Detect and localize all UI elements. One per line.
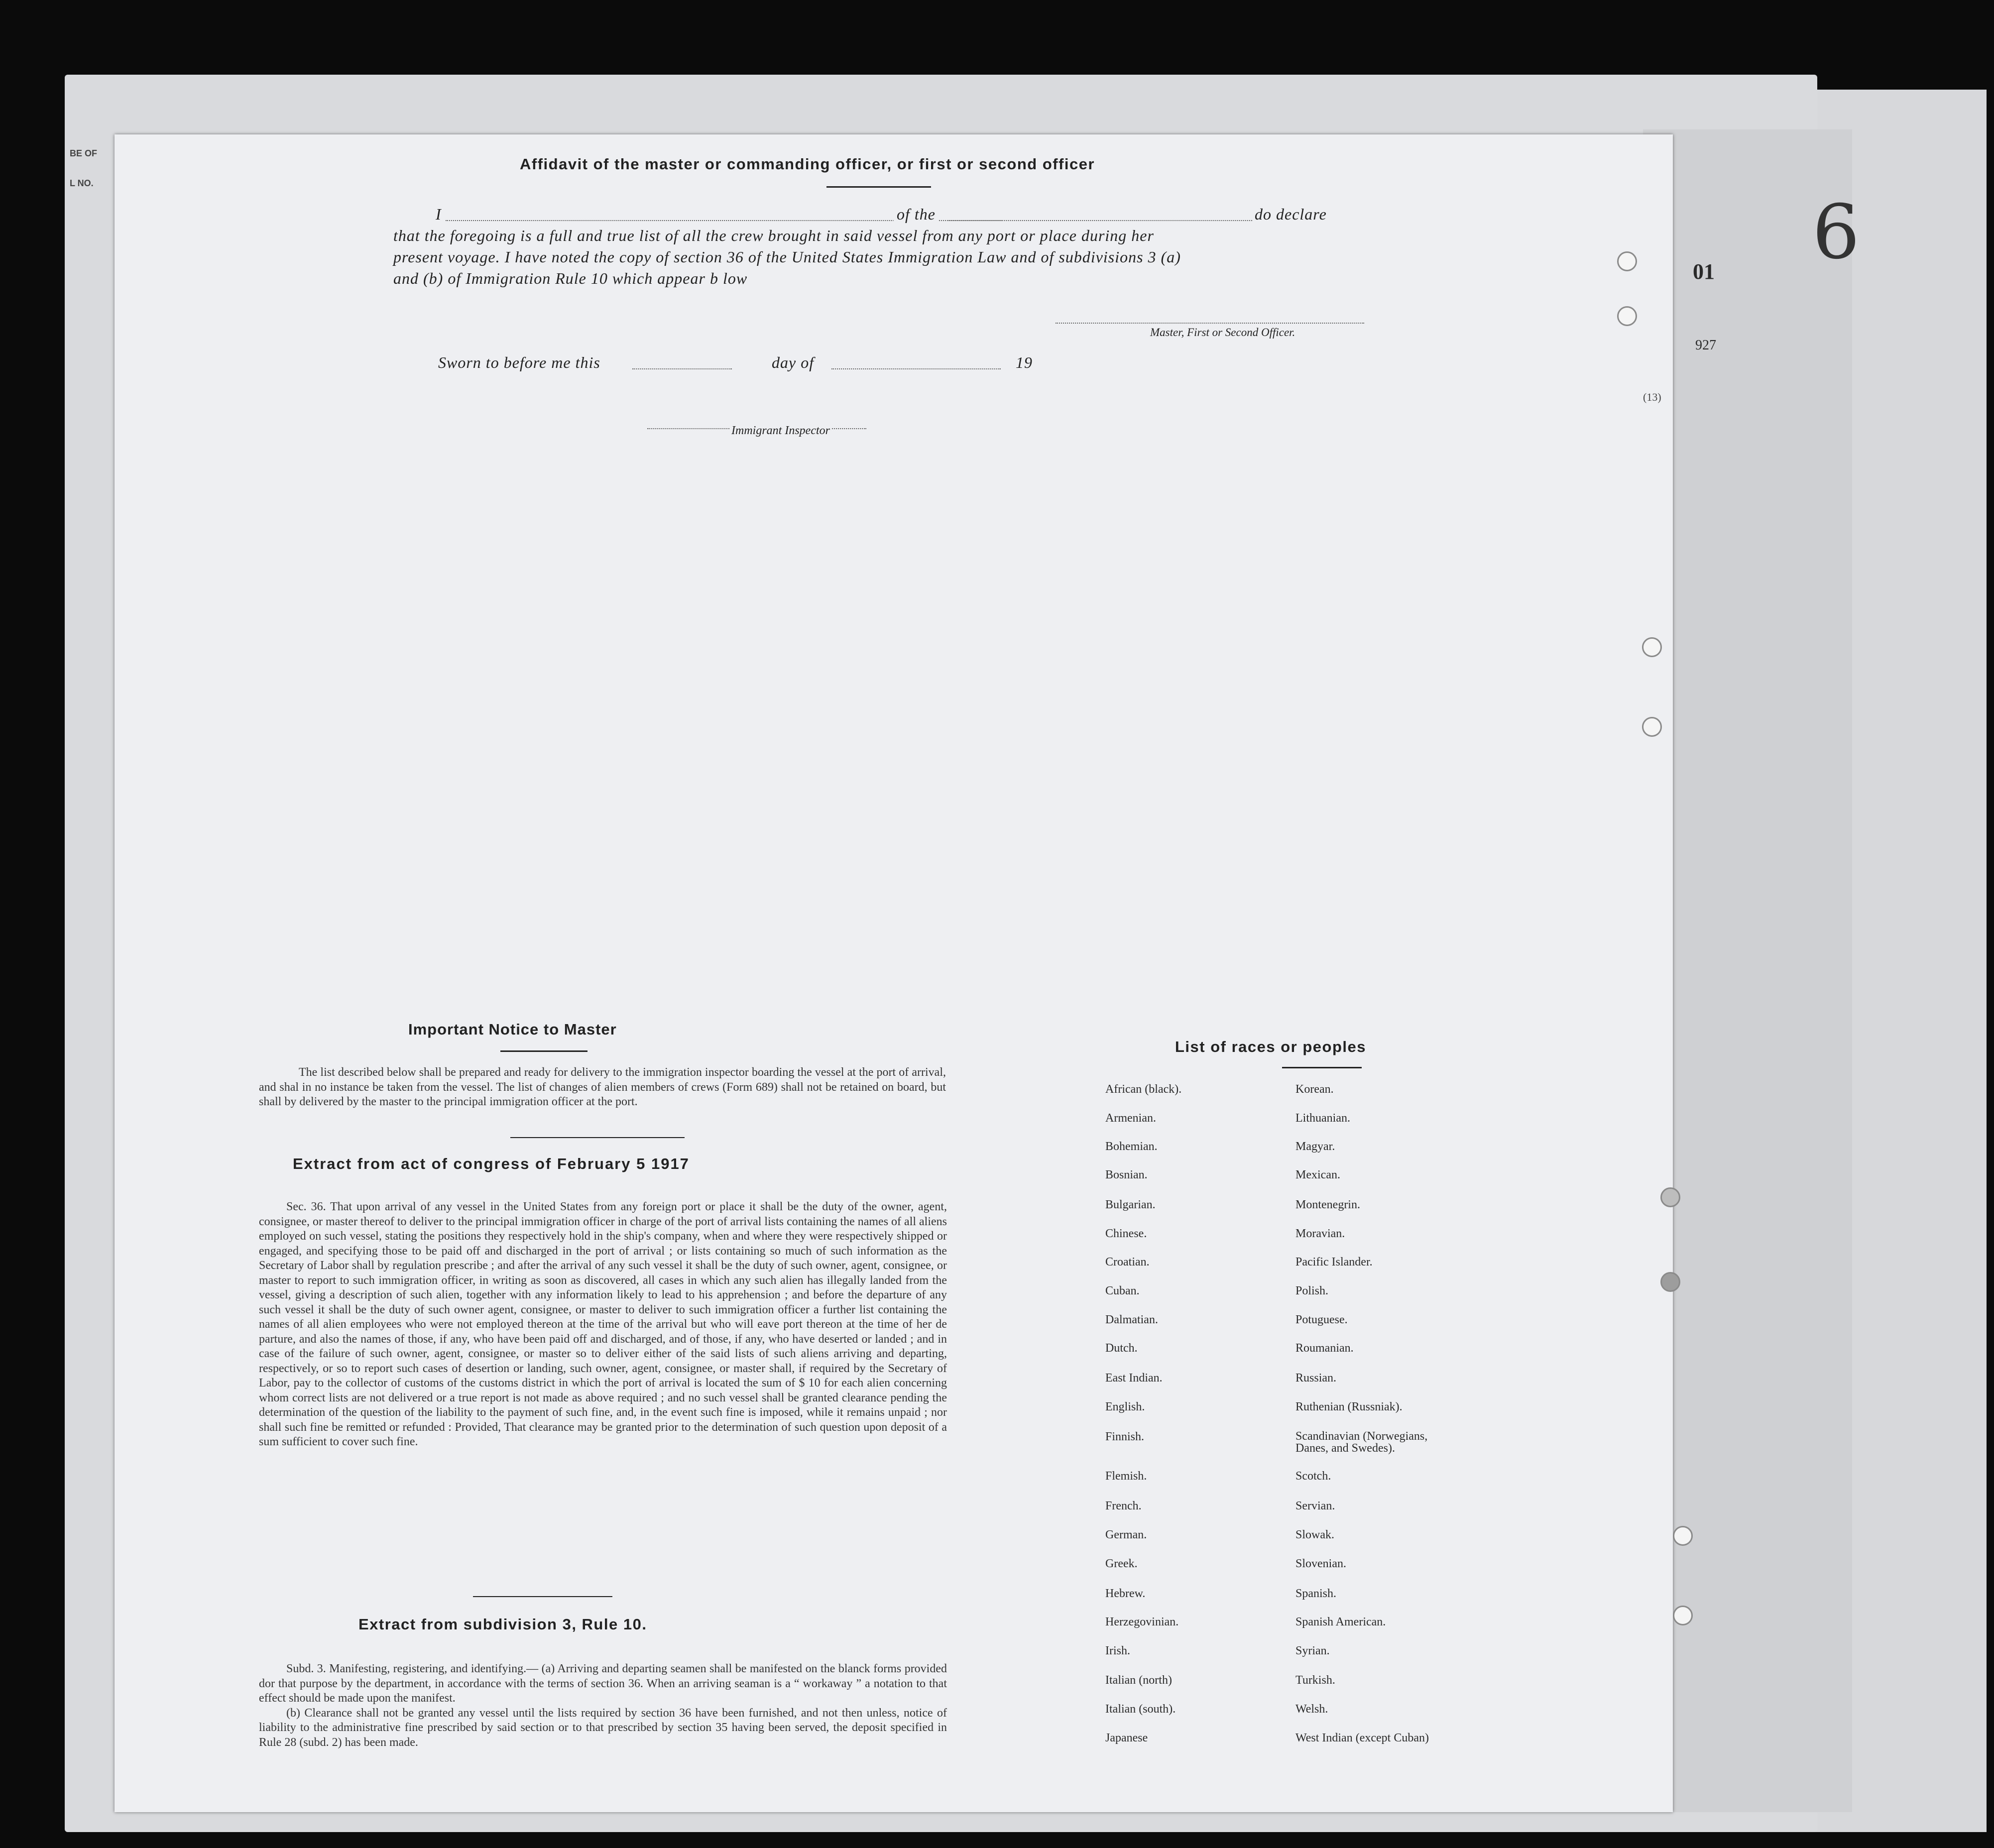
punch-hole <box>1673 1526 1693 1546</box>
extract-act-divider <box>473 1596 612 1597</box>
punch-hole <box>1617 251 1637 271</box>
punch-hole <box>1673 1606 1693 1625</box>
race-item: Dutch. <box>1105 1342 1138 1355</box>
small-mark: (13) <box>1643 391 1661 403</box>
race-item: Bulgarian. <box>1105 1198 1156 1211</box>
race-item: Spanish American. <box>1295 1616 1386 1628</box>
race-item: German. <box>1105 1528 1147 1541</box>
race-item: Slowak. <box>1295 1528 1334 1541</box>
manifest-page <box>115 134 1673 1812</box>
affidavit-declare: do declare <box>1255 205 1327 223</box>
affidavit-line-3: present voyage. I have noted the copy of section 36 of the United States Immigration Law and of subdivisions 3 (a) <box>393 248 1181 266</box>
notice-divider <box>510 1137 685 1138</box>
race-item: Magyar. <box>1295 1140 1335 1153</box>
race-item: Dalmatian. <box>1105 1313 1158 1326</box>
back-sheet-middle <box>1643 129 1852 1812</box>
extract-act-title: Extract from act of congress of February 5 1917 <box>293 1155 690 1172</box>
edge-text-top: BE OF <box>70 148 98 158</box>
race-item: Scandinavian (Norwegians, Danes, and Swedes). <box>1295 1430 1428 1455</box>
affidavit-title: Affidavit of the master or commanding officer, or first or second officer <box>520 155 1095 173</box>
punch-hole <box>1617 306 1637 326</box>
race-item: Japanese <box>1105 1732 1148 1744</box>
signature-label: Master, First or Second Officer. <box>1150 326 1295 339</box>
rule-paragraph-b: (b) Clearance shall not be granted any vessel until the lists required by section 36 have been furnished, and not then unless, notice of liability to the administrative fine prescribed by said section or to that prescribed by section 35 having been served, the deposit specified in Rule 28 (subd. 2) has been made. <box>259 1706 947 1749</box>
race-item: Croatian. <box>1105 1256 1150 1269</box>
extract-rule-text <box>259 1662 947 1750</box>
affidavit-of-the: of the <box>894 205 938 224</box>
page-number: 01 <box>1693 259 1715 284</box>
race-item: Montenegrin. <box>1295 1198 1360 1211</box>
vessel-blank <box>948 220 1252 221</box>
race-item: Moravian. <box>1295 1227 1345 1240</box>
race-item: Potuguese. <box>1295 1313 1348 1326</box>
rule-paragraph-a: Subd. 3. Manifesting, registering, and identifying.— (a) Arriving and departing seamen shall be manifested on the blanck forms provided dor that purpose by the department, in accordance with the terms of section 36. When an arriving seaman is a “ workaway ” a notation to that effect should be made upon the manifest. <box>259 1662 947 1705</box>
punch-hole <box>1660 1187 1680 1207</box>
race-item: Slovenian. <box>1295 1557 1346 1570</box>
extract-act-text: Sec. 36. That upon arrival of any vessel in the United States from any foreign port or place it shall be the duty of the owner, agent, consignee, or master thereof to deliver to the principal immigration officer in charge of the port of arrival lists containing the names of all aliens employed on such vessel, stating the positions they respectively hold in the ship's company, when and where they were respectively shipped or engaged, and specifying those to be paid off and discharged in the port of arrival ; or lists containing so much of such information as the Secretary of Labor shall by regulation prescribe ; and after the arrival of any such vessel it shall be the duty of such owner, agent, consignee, or master to report to such immigration officer, in writing as soon as discovered, all cases in which any such alien has illegally landed from the vessel, giving a description of such alien, together with any information likely to lead to his apprehension ; and before the departure of any such vessel it shall be the duty of such owner agent, consignee, or master to deliver to such immigration officer a further list containing the names of all alien employees who were not employed thereon at the time of the arrival but who will eave port thereon at the time of her de parture, and also the names of those, if any, who have been paid off and discharged, and of those, if any, who have deserted or landed ; and in case of the failure of such owner, agent, consignee, or master so to deliver either of the said lists of such aliens arriving and departing, respectively, or so to report such cases of desertion or landing, such owner, agent, consignee, or master shall, if required by the Secretary of Labor, pay to the collector of customs of the customs district in which the port of arrival is located the sum of $ 10 for each alien concerning whom correct lists are not delivered or a true report is not made as above required ; and no such vessel shall be granted clearance pending the determination of the question of the liability to the payment of such fine, and, in the event such fine is imposed, while it remains unpaid ; nor shall such fine be remitted or refunded : Provided, That clearance may be granted prior to the determination of such question upon deposit of a sum sufficient to cover such fine. <box>259 1200 947 1448</box>
race-item: French. <box>1105 1500 1142 1512</box>
race-item: Turkish. <box>1295 1674 1335 1687</box>
race-item: Greek. <box>1105 1557 1138 1570</box>
affidavit-line-2: that the foregoing is a full and true list of all the crew brought in said vessel from any port or place during her <box>393 227 1154 244</box>
race-item: East Indian. <box>1105 1372 1163 1385</box>
race-item: Roumanian. <box>1295 1342 1354 1355</box>
notice-title: Important Notice to Master <box>408 1021 617 1038</box>
sworn-year: 19 <box>1016 353 1033 371</box>
race-item: Finnish. <box>1105 1430 1145 1443</box>
race-item: Syrian. <box>1295 1644 1330 1657</box>
race-item: Polish. <box>1295 1284 1329 1297</box>
sworn-day-blank <box>632 368 732 369</box>
race-item: African (black). <box>1105 1083 1182 1096</box>
race-item: Italian (south). <box>1105 1703 1176 1716</box>
race-item: Russian. <box>1295 1372 1337 1385</box>
race-item: Mexican. <box>1295 1168 1340 1181</box>
race-item: Lithuanian. <box>1295 1112 1350 1125</box>
race-item: Bosnian. <box>1105 1168 1148 1181</box>
sworn-prefix: Sworn to before me this <box>438 353 600 371</box>
race-item: Hebrew. <box>1105 1587 1146 1600</box>
punch-hole <box>1642 637 1662 657</box>
notice-text: The list described below shall be prepared and ready for delivery to the immigration inspector boarding the vessel at the port of arrival, and shal in no instance be taken from the vessel. The list of changes of alien members of crews (Form 689) shall not be retained on board, but shall by delivered by the master to the principal immigration officer at the port. <box>259 1066 946 1108</box>
punch-hole <box>1660 1272 1680 1292</box>
year-number: 927 <box>1695 338 1716 353</box>
race-item: Ruthenian (Russniak). <box>1295 1400 1403 1413</box>
races-title: List of races or peoples <box>1175 1038 1366 1055</box>
race-item: Welsh. <box>1295 1703 1328 1716</box>
races-title-rule <box>1282 1067 1362 1068</box>
race-item: Italian (north) <box>1105 1674 1172 1687</box>
race-item: Chinese. <box>1105 1227 1147 1240</box>
affidavit-line-4: and (b) of Immigration Rule 10 which appear b low <box>393 269 748 287</box>
sworn-month-blank <box>831 368 1001 369</box>
race-item: Cuban. <box>1105 1284 1140 1297</box>
sworn-day-of: day of <box>772 353 815 371</box>
race-item: Korean. <box>1295 1083 1334 1096</box>
race-item: Spanish. <box>1295 1587 1337 1600</box>
race-item: West Indian (except Cuban) <box>1295 1732 1429 1744</box>
handwritten-number: 6 <box>1812 189 1860 276</box>
race-item: Scotch. <box>1295 1470 1331 1483</box>
race-item: Armenian. <box>1105 1112 1156 1125</box>
race-item: Irish. <box>1105 1644 1130 1657</box>
race-item: Bohemian. <box>1105 1140 1158 1153</box>
race-item: Flemish. <box>1105 1470 1147 1483</box>
race-item: English. <box>1105 1400 1145 1413</box>
affidavit-i: I <box>436 205 442 223</box>
inspector-label: Immigrant Inspector <box>729 424 832 438</box>
affidavit-title-rule <box>826 186 931 188</box>
punch-hole <box>1642 717 1662 737</box>
race-item: Servian. <box>1295 1500 1335 1512</box>
race-item: Herzegovinian. <box>1105 1616 1179 1628</box>
edge-text-bottom: L NO. <box>70 178 94 188</box>
signature-blank <box>1056 323 1364 324</box>
extract-rule-title: Extract from subdivision 3, Rule 10. <box>358 1616 647 1633</box>
notice-title-rule <box>500 1050 587 1052</box>
race-item: Pacific Islander. <box>1295 1256 1373 1269</box>
